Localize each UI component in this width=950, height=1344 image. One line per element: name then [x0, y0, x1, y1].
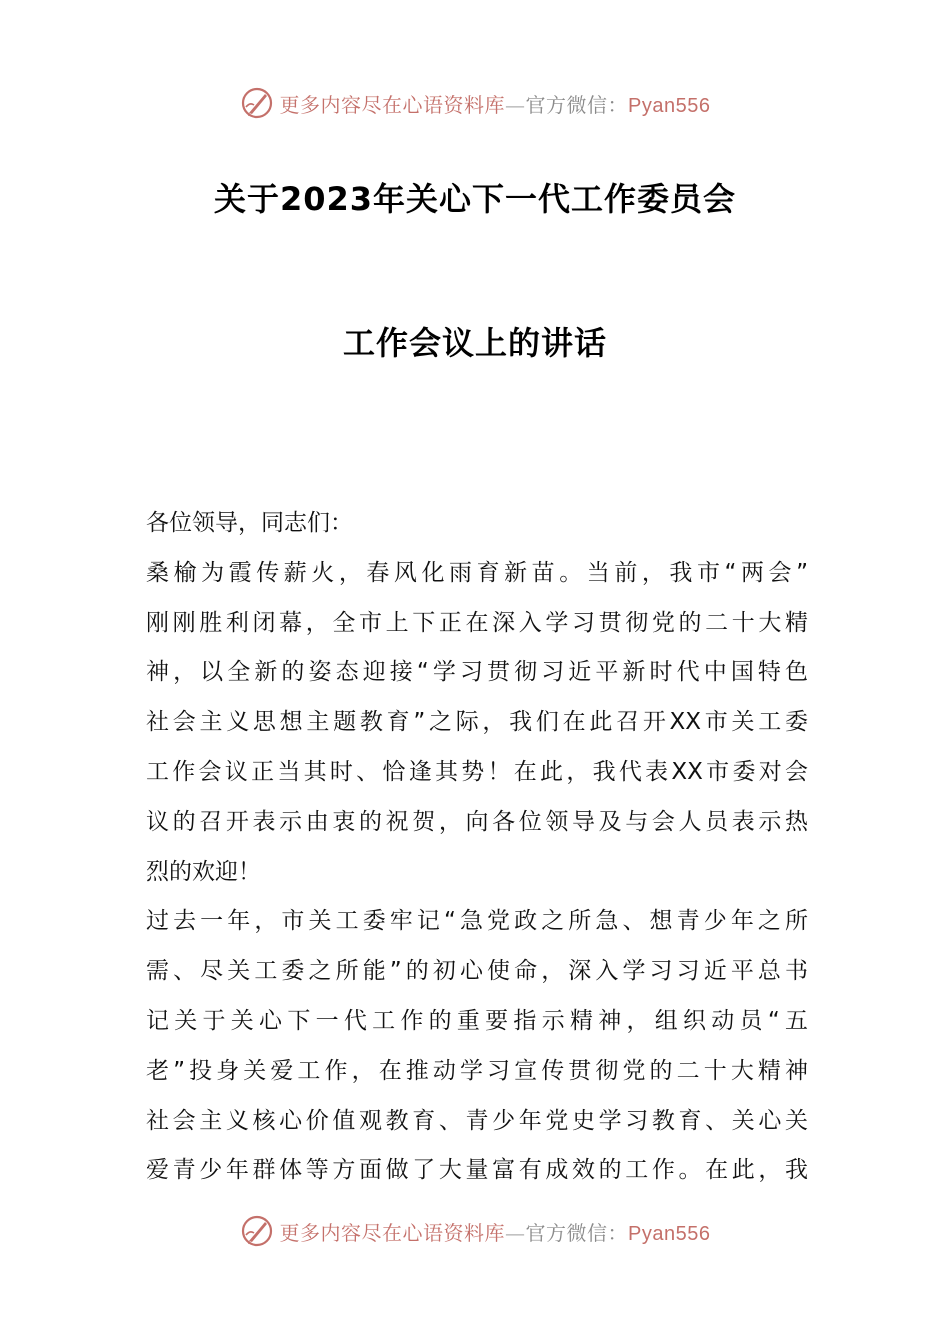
- body-line: 需、尽关工委之所能”的初心使命，深入学习习近平总书: [146, 958, 808, 985]
- body-line: 社会主义核心价值观教育、青少年党史学习教育、关心关: [146, 1107, 808, 1134]
- header-banner-wechat-label: 官方微信：: [525, 92, 629, 117]
- document-title-line-2: 工作会议上的讲话: [342, 324, 607, 362]
- document-title-line-1: 关于2023年关心下一代工作委员会: [213, 180, 737, 218]
- body-line: 过去一年，市关工委牢记“急党政之所急、想青少年之所: [146, 908, 808, 935]
- document-body: [146, 499, 808, 1196]
- body-line: 社会主义思想主题教育”之际，我们在此召开XX市关工委: [146, 709, 808, 736]
- body-line: 老”投身关爱工作，在推动学习宣传贯彻党的二十大精神: [146, 1057, 808, 1084]
- footer-banner: [0, 1209, 950, 1253]
- quill-pen-logo-icon: [240, 86, 274, 120]
- body-line: 刚刚胜利闭幕，全市上下正在深入学习贯彻党的二十大精: [146, 609, 808, 636]
- quill-pen-logo-icon: [240, 1214, 274, 1248]
- body-line: 爱青少年群体等方面做了大量富有成效的工作。在此，我: [146, 1157, 808, 1184]
- footer-banner-separator: —: [505, 1220, 526, 1245]
- body-line: 议的召开表示由衷的祝贺，向各位领导及与会人员表示热: [146, 808, 808, 835]
- header-banner-wechat-id: Pyan556: [628, 94, 711, 117]
- header-banner-separator: —: [505, 92, 526, 117]
- body-line: 烈的欢迎！: [146, 858, 261, 885]
- body-line: 工作会议正当其时、恰逢其势！在此，我代表XX市委对会: [146, 758, 808, 785]
- header-banner-text: [280, 89, 711, 118]
- footer-banner-text: [280, 1217, 711, 1246]
- footer-banner-wechat-id: Pyan556: [628, 1222, 711, 1245]
- body-line: 各位领导，同志们：: [146, 510, 353, 536]
- header-banner-main: 更多内容尽在心语资料库: [279, 92, 506, 117]
- body-line: 记关于关心下一代工作的重要指示精神，组织动员“五: [146, 1007, 808, 1034]
- footer-banner-wechat-label: 官方微信：: [525, 1220, 629, 1245]
- footer-banner-main: 更多内容尽在心语资料库: [279, 1220, 506, 1245]
- body-line: 神，以全新的姿态迎接“学习贯彻习近平新时代中国特色: [146, 659, 808, 686]
- body-line: 桑榆为霞传薪火，春风化雨育新苗。当前，我市“两会”: [146, 559, 808, 586]
- header-banner: [0, 81, 950, 125]
